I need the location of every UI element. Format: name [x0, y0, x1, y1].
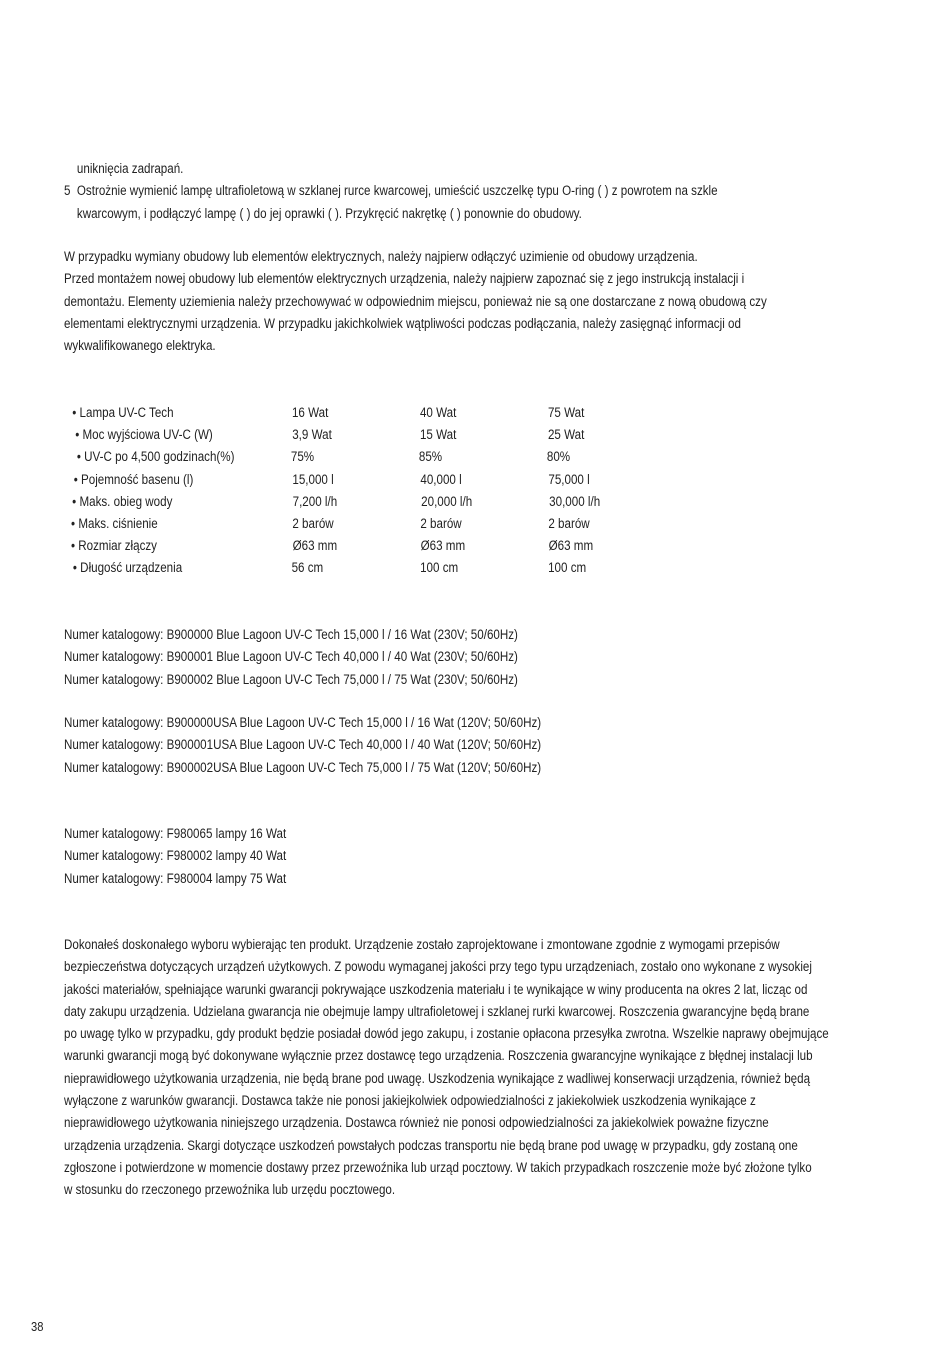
spec-value-16w: 75% — [290, 449, 315, 465]
catalog-item: Numer katalogowy: B900001 Blue Lagoon UV-C Tech 40,000 l / 40 Wat (230V; 50/60Hz) — [64, 649, 518, 665]
catalog-item: Numer katalogowy: B900000 Blue Lagoon UV-C Tech 15,000 l / 16 Wat (230V; 50/60Hz) — [64, 627, 518, 642]
warranty-line: nieprawidłowego użytkowania urządzenia, nie będą brane pod uwagę. Uszkodzenia wynikające z wadliwej konserwacji urządzenia, również będą — [64, 1070, 811, 1086]
step-5 — [64, 180, 855, 202]
warranty-line: Dokonałeś doskonałego wyboru wybierając ten produkt. Urządzenie zostało zaprojektowane i zmontowane zgodnie z wymogami przepisów — [64, 937, 780, 952]
spec-value-75w: 25 Wat — [547, 427, 585, 443]
spec-label: • Rozmiar złączy — [71, 538, 157, 554]
spec-label: • Pojemność basenu (l) — [73, 471, 194, 487]
spec-label: • Moc wyjściowa UV-C (W) — [75, 427, 213, 443]
spec-label: • UV-C po 4,500 godzinach(%) — [76, 449, 235, 465]
page-number: 38 — [31, 1319, 44, 1334]
installation-steps — [64, 158, 855, 225]
step-text-line-1: Ostrożnie wymienić lampę ultrafioletową w szklanej rurce kwarcowej, umieścić uszczelkę typu O-ring ( ) z powrotem na szkle — [76, 183, 718, 199]
catalog-item: Numer katalogowy: F980002 lampy 40 Wat — [64, 848, 287, 864]
spec-value-75w: 80% — [546, 449, 571, 465]
spec-value-16w: 3,9 Wat — [292, 427, 332, 443]
spec-value-40w: Ø63 mm — [420, 538, 466, 554]
warranty-line: po uwagę tylko w przypadku, gdy produkt będzie posiadał dowód jego zakupu, i zostanie opłacona przesyłka zwrotna. Wszelkie naprawy obejmujące — [64, 1026, 829, 1042]
warranty-line: urządzenia urządzenia. Skargi dotyczące uszkodzeń powstałych podczas transportu nie będą brane pod uwagę w przypadku, gdy zostaną one — [64, 1137, 798, 1153]
spec-value-75w: 75 Wat — [547, 405, 585, 420]
spec-label: • Maks. ciśnienie — [71, 515, 158, 531]
warranty-line: jakości materiałów, spełniające warunki gwarancji pokrywające uszkodzenia materiału i te wynikające w winy producenta na okres 2 lat, licząc od — [64, 981, 808, 997]
spec-value-16w: 15,000 l — [292, 471, 334, 487]
warranty-paragraph — [64, 934, 894, 1202]
spec-value-75w: 100 cm — [548, 560, 587, 576]
spec-label: • Lampa UV-C Tech — [72, 405, 174, 420]
catalog-item: Numer katalogowy: B900002USA Blue Lagoon UV-C Tech 75,000 l / 75 Wat (120V; 50/60Hz) — [64, 759, 542, 775]
spec-value-75w: Ø63 mm — [548, 538, 594, 554]
step-text-line-2: kwarcowym, i podłączyć lampę ( ) do jej oprawki ( ). Przykręcić nakrętkę ( ) ponownie do obudowy. — [76, 205, 582, 221]
paragraph-line: demontażu. Elementy uziemienia należy przechowywać w odpowiednim miejscu, ponieważ nie są one dostarczane z nową obudową czy — [64, 293, 767, 309]
warranty-line: w stosunku do rzeczonego przewoźnika lub urzędu pocztowego. — [64, 1182, 396, 1198]
spec-label: • Maks. obieg wody — [72, 493, 173, 509]
spec-value-16w: 56 cm — [291, 560, 324, 576]
spec-value-75w: 30,000 l/h — [549, 493, 601, 509]
spec-label: • Długość urządzenia — [72, 560, 183, 576]
warranty-line: wyłączone z warunków gwarancji. Dostawca także nie ponosi jakiejkolwiek odpowiedzialności z jakiekolwiek uszkodzenia wynikające z — [64, 1093, 756, 1109]
paragraph-line: W przypadku wymiany obudowy lub elementów elektrycznych, należy najpierw odłączyć uzimienie od obudowy urządzenia. — [64, 249, 698, 264]
spec-value-40w: 40 Wat — [419, 405, 457, 420]
electrical-paragraph — [64, 246, 890, 357]
spec-value-40w: 100 cm — [420, 560, 459, 576]
catalog-item: Numer katalogowy: F980004 lampy 75 Wat — [64, 870, 287, 886]
spec-value-40w: 15 Wat — [419, 427, 457, 443]
catalog-item: Numer katalogowy: B900002 Blue Lagoon UV-C Tech 75,000 l / 75 Wat (230V; 50/60Hz) — [64, 671, 518, 687]
warranty-line: daty zakupu urządzenia. Udzielana gwarancja nie obejmuje lampy ultrafioletowej i szklanej rurki kwarcowej. Roszczenia gwarancyjne będą brane — [64, 1003, 810, 1019]
warranty-line: bezpieczeństwa dotyczących urządzeń użytkowych. Z powodu wymaganej jakości przy tego typu urządzeniach, zostało ono wykonane z wysokiej — [64, 959, 812, 975]
spec-value-40w: 85% — [418, 449, 443, 465]
spec-value-75w: 75,000 l — [548, 471, 590, 487]
spec-value-16w: 16 Wat — [291, 405, 329, 420]
catalog-item: Numer katalogowy: B900001USA Blue Lagoon UV-C Tech 40,000 l / 40 Wat (120V; 50/60Hz) — [64, 737, 542, 753]
catalog-item: Numer katalogowy: F980065 lampy 16 Wat — [64, 826, 287, 841]
warranty-line: zgłoszone i potwierdzone w momencie dostawy przez przewoźnika lub urząd pocztowy. W takich przypadkach roszczenie może być złożone tylko — [64, 1159, 812, 1175]
spec-value-16w: 2 barów — [292, 515, 334, 531]
step-number: 5 — [64, 183, 71, 199]
paragraph-line: Przed montażem nowej obudowy lub elementów elektrycznych urządzenia, należy najpierw zapoznać się z jego instrukcją instalacji i — [64, 271, 745, 287]
warranty-line: warunki gwarancji mogą być dokonywane wyłącznie przez dostawcę tego urządzenia. Roszczenia gwarancyjne wynikające z błędnej instalacji lub — [64, 1048, 813, 1064]
catalog-list-lamps — [64, 823, 286, 890]
catalog-list-120v — [64, 712, 541, 779]
spec-value-16w: Ø63 mm — [292, 538, 338, 554]
spec-value-40w: 2 barów — [420, 515, 462, 531]
catalog-item: Numer katalogowy: B900000USA Blue Lagoon UV-C Tech 15,000 l / 16 Wat (120V; 50/60Hz) — [64, 715, 542, 730]
catalog-list-230v — [64, 624, 518, 691]
spec-value-40w: 40,000 l — [420, 471, 462, 487]
spec-value-75w: 2 barów — [548, 515, 590, 531]
paragraph-line: wykwalifikowanego elektryka. — [64, 338, 216, 354]
warranty-line: nieprawidłowego użytkowania niniejszego urządzenia. Dostawca również nie ponosi odpowiedzialności za jakiekolwiek poważne fizyczne — [64, 1115, 769, 1131]
step-continuation: uniknięcia zadrapań. — [76, 161, 184, 176]
spec-value-16w: 7,200 l/h — [292, 493, 338, 509]
spec-value-40w: 20,000 l/h — [421, 493, 473, 509]
paragraph-line: elementami elektrycznymi urządzenia. W przypadku jakichkolwiek wątpliwości podczas podłączania, należy zasięgnąć informacji od — [64, 315, 741, 331]
